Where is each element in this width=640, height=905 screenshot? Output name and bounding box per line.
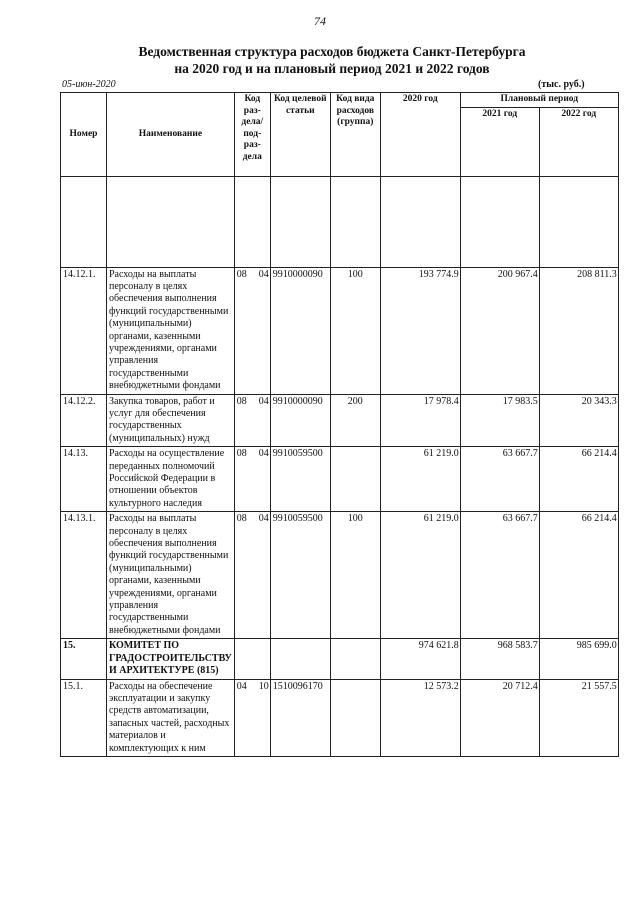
row-subsection: 04 xyxy=(258,268,269,280)
table-row xyxy=(61,512,619,639)
row-value-2020: 974 621.8 xyxy=(380,639,460,679)
row-subsection: 10 xyxy=(258,680,269,692)
row-expense-type-code xyxy=(330,639,380,679)
table-row xyxy=(61,394,619,447)
header-expense-type-code: Код вида расходов (группа) xyxy=(330,93,380,177)
row-number: 15. xyxy=(61,639,107,679)
row-value-2022: 20 343.3 xyxy=(539,394,618,447)
row-expense-type-code: 100 xyxy=(330,267,380,394)
row-number: 14.13.1. xyxy=(61,512,107,639)
row-value-2020: 193 774.9 xyxy=(380,267,460,394)
header-2020: 2020 год xyxy=(380,93,460,177)
row-value-2022: 66 214.4 xyxy=(539,512,618,639)
page-number: 74 xyxy=(314,14,326,28)
header-spacer-row xyxy=(61,176,619,267)
row-expense-type-code: 200 xyxy=(330,394,380,447)
row-section-code xyxy=(234,679,270,756)
header-number: Номер xyxy=(61,93,107,177)
row-section: 04 xyxy=(236,680,247,692)
row-number: 15.1. xyxy=(61,679,107,756)
table-row xyxy=(61,679,619,756)
header-planned-period: Плановый период xyxy=(460,93,618,108)
row-section: 08 xyxy=(236,395,247,407)
row-value-2022: 985 699.0 xyxy=(539,639,618,679)
row-target-code: 9910059500 xyxy=(270,512,330,639)
row-value-2021: 63 667.7 xyxy=(460,512,539,639)
header-target-code: Код целевой статьи xyxy=(270,93,330,177)
row-value-2020: 17 978.4 xyxy=(380,394,460,447)
row-subsection: 04 xyxy=(258,395,269,407)
table-row xyxy=(61,639,619,679)
row-value-2022: 208 811.3 xyxy=(539,267,618,394)
row-target-code: 1510096170 xyxy=(270,679,330,756)
row-section: 08 xyxy=(236,513,247,525)
row-section: 08 xyxy=(236,268,247,280)
row-target-code: 9910000090 xyxy=(270,267,330,394)
row-section-code xyxy=(234,447,270,512)
row-section-code xyxy=(234,267,270,394)
header-2021: 2021 год xyxy=(460,107,539,176)
row-expense-type-code: 100 xyxy=(330,512,380,639)
document-date: 05-июн-2020 xyxy=(62,79,116,90)
row-name: Расходы на обеспечение эксплуатации и закупку средств автоматизации, запасных частей, расходных материалов и комплектующих к ним xyxy=(107,679,235,756)
title-line-2: на 2020 год и на плановый период 2021 и 2022 годов xyxy=(174,61,490,76)
row-value-2021: 968 583.7 xyxy=(460,639,539,679)
row-value-2020: 61 219.0 xyxy=(380,447,460,512)
row-section: 08 xyxy=(236,448,247,460)
row-expense-type-code xyxy=(330,679,380,756)
row-value-2021: 20 712.4 xyxy=(460,679,539,756)
row-target-code: 9910000090 xyxy=(270,394,330,447)
row-value-2021: 17 983.5 xyxy=(460,394,539,447)
table-body xyxy=(61,267,619,756)
row-target-code: 9910059500 xyxy=(270,447,330,512)
row-number: 14.13. xyxy=(61,447,107,512)
row-value-2021: 63 667.7 xyxy=(460,447,539,512)
document-title xyxy=(40,43,624,77)
row-value-2021: 200 967.4 xyxy=(460,267,539,394)
row-number: 14.12.1. xyxy=(61,267,107,394)
table-row xyxy=(61,267,619,394)
row-subsection: 04 xyxy=(258,448,269,460)
row-subsection: 04 xyxy=(258,513,269,525)
row-target-code xyxy=(270,639,330,679)
row-value-2020: 61 219.0 xyxy=(380,512,460,639)
row-section-code xyxy=(234,512,270,639)
row-section-code xyxy=(234,394,270,447)
table-row xyxy=(61,447,619,512)
header-2022: 2022 год xyxy=(539,107,618,176)
budget-table xyxy=(60,92,619,757)
row-name: Расходы на выплаты персоналу в целях обеспечения выполнения функций государственными (муниципальными) органами, казенными учреждениями, органами управления государственными внебюджетными фондами xyxy=(107,267,235,394)
title-line-1: Ведомственная структура расходов бюджета Санкт-Петербурга xyxy=(138,44,526,59)
row-value-2022: 66 214.4 xyxy=(539,447,618,512)
row-value-2022: 21 557.5 xyxy=(539,679,618,756)
row-name: Закупка товаров, работ и услуг для обеспечения государственных (муниципальных) нужд xyxy=(107,394,235,447)
units-label: (тыс. руб.) xyxy=(538,79,585,90)
row-name: Расходы на выплаты персоналу в целях обеспечения выполнения функций государственными (муниципальными) органами, казенными учреждениями, органами управления государственными внебюджетными фондами xyxy=(107,512,235,639)
header-section-code: Код раз-дела/ под-раз-дела xyxy=(234,93,270,177)
row-expense-type-code xyxy=(330,447,380,512)
header-name: Наименование xyxy=(107,93,235,177)
row-name: КОМИТЕТ ПО ГРАДОСТРОИТЕЛЬСТВУ И АРХИТЕКТУРЕ (815) xyxy=(107,639,235,679)
row-value-2020: 12 573.2 xyxy=(380,679,460,756)
row-number: 14.12.2. xyxy=(61,394,107,447)
row-name: Расходы на осуществление переданных полномочий Российской Федерации в отношении объектов культурного наследия xyxy=(107,447,235,512)
row-section-code xyxy=(234,639,270,679)
